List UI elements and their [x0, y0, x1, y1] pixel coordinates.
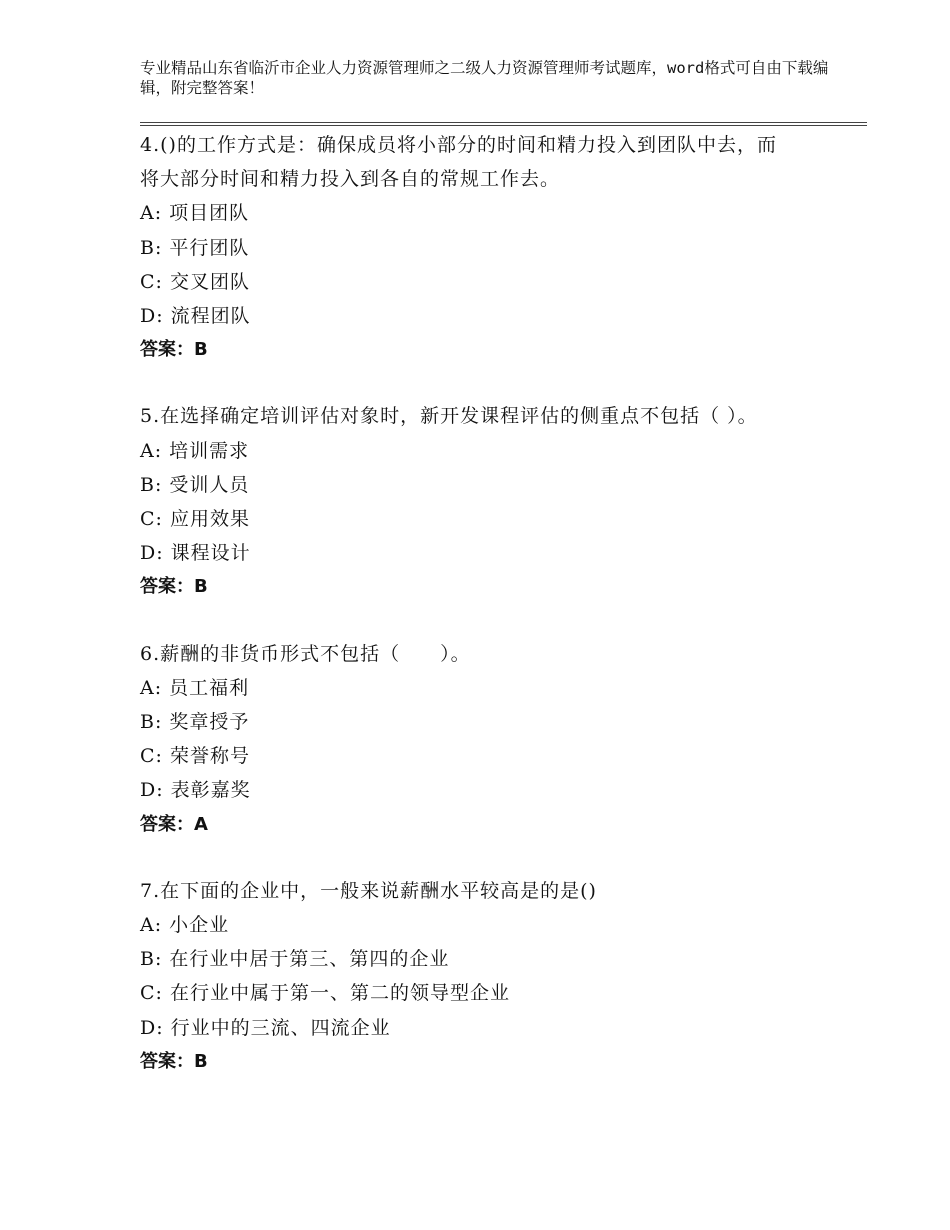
question-6 — [140, 637, 860, 842]
question-stem: 4.()的工作方式是：确保成员将小部分的时间和精力投入到团队中去，而将大部分时间和精力投入到各自的常规工作去。 — [140, 134, 777, 191]
option-a: A: 小企业 — [140, 914, 230, 937]
answer-label: 答案：B — [140, 339, 208, 361]
answer-label: 答案：A — [140, 813, 208, 835]
question-7 — [140, 874, 860, 1079]
question-list — [140, 128, 860, 1111]
option-d: D: 课程设计 — [140, 542, 251, 565]
option-b: B: 平行团队 — [140, 236, 250, 259]
question-4 — [140, 128, 860, 367]
answer-label: 答案：B — [140, 1050, 208, 1072]
option-b: B: 奖章授予 — [140, 711, 250, 734]
header-divider-bottom — [140, 125, 867, 126]
option-c: C: 在行业中属于第一、第二的领导型企业 — [140, 982, 510, 1005]
answer-label: 答案：B — [140, 576, 208, 598]
document-header: 专业精品山东省临沂市企业人力资源管理师之二级人力资源管理师考试题库，word格式可自由下载编辑，附完整答案！ — [140, 59, 829, 97]
option-b: B: 受训人员 — [140, 473, 250, 496]
question-stem: 5.在选择确定培训评估对象时，新开发课程评估的侧重点不包括（ ）。 — [140, 405, 758, 428]
option-c: C: 交叉团队 — [140, 270, 250, 293]
option-a: A: 员工福利 — [140, 676, 250, 699]
question-stem: 7.在下面的企业中，一般来说薪酬水平较高是的是() — [140, 879, 597, 902]
question-5 — [140, 399, 860, 604]
option-a: A: 项目团队 — [140, 202, 250, 225]
option-d: D: 流程团队 — [140, 305, 251, 328]
option-c: C: 荣誉称号 — [140, 745, 250, 768]
option-b: B: 在行业中居于第三、第四的企业 — [140, 948, 450, 971]
question-stem: 6.薪酬的非货币形式不包括（ ）。 — [140, 642, 471, 665]
header-divider-top — [140, 122, 867, 123]
option-d: D: 行业中的三流、四流企业 — [140, 1016, 391, 1039]
option-a: A: 培训需求 — [140, 439, 250, 462]
option-d: D: 表彰嘉奖 — [140, 779, 251, 802]
option-c: C: 应用效果 — [140, 508, 250, 531]
